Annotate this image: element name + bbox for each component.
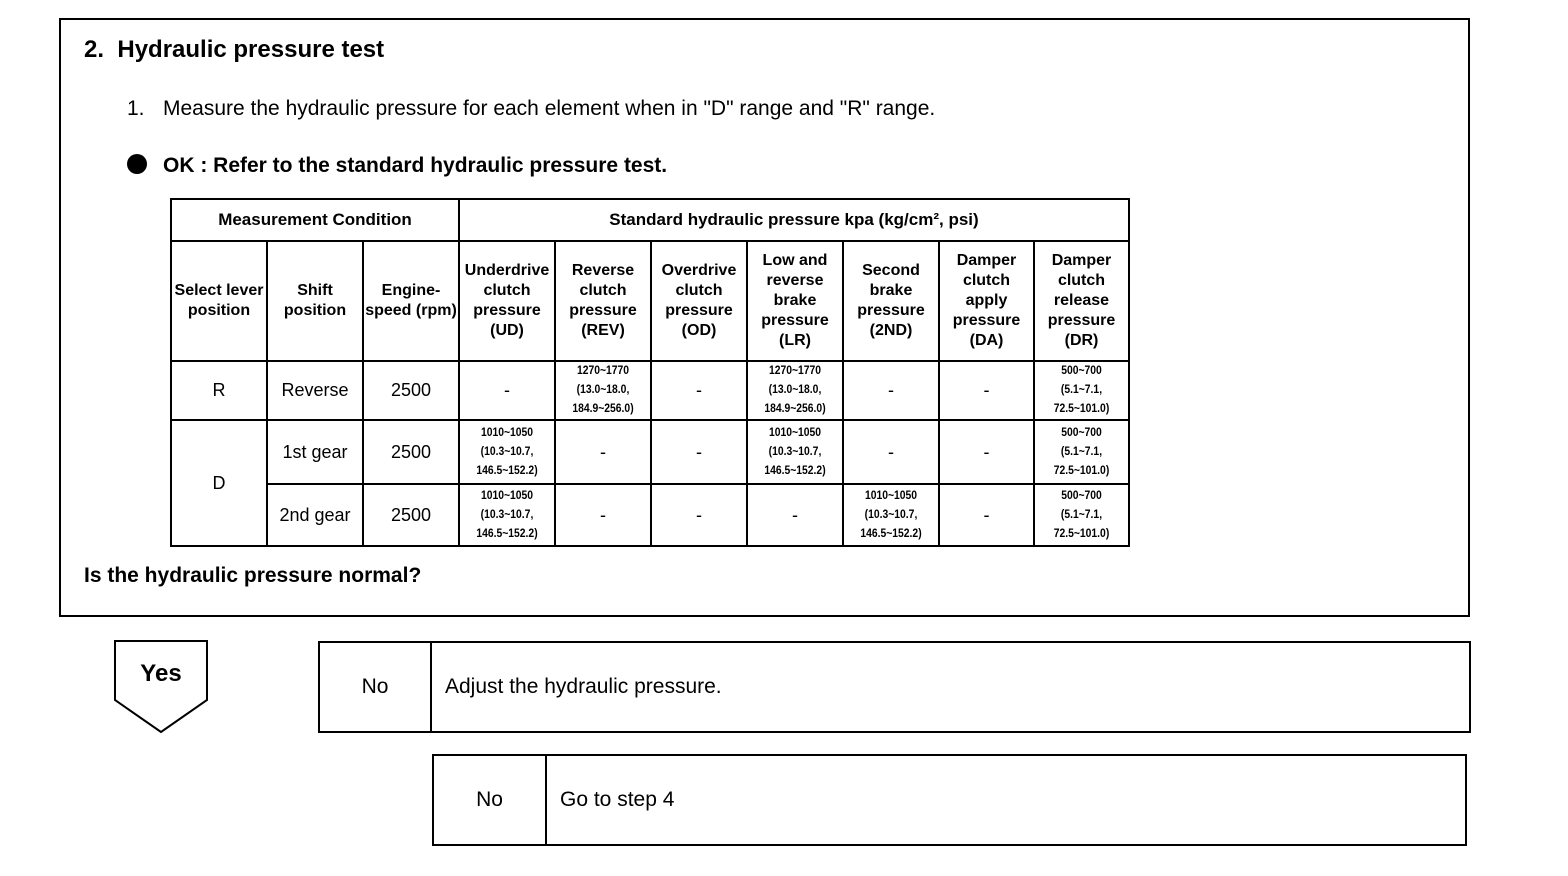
ok-note	[127, 154, 667, 178]
od-cell: -	[651, 361, 747, 420]
ud-cell: 1010~1050 (10.3~10.7, 146.5~152.2)	[476, 489, 538, 540]
ud-cell: 1010~1050 (10.3~10.7, 146.5~152.2)	[476, 426, 538, 477]
rev-cell: -	[555, 420, 651, 484]
table-row	[171, 484, 1129, 546]
table-row	[171, 361, 1129, 420]
second-cell: -	[843, 420, 939, 484]
group-header-standard: Standard hydraulic pressure kpa (kg/cm², psi)	[459, 199, 1129, 241]
step-item	[127, 97, 935, 121]
shift-cell: Reverse	[267, 361, 363, 420]
ok-note-text: OK : Refer to the standard hydraulic pressure test.	[163, 154, 668, 177]
dr-cell: 500~700 (5.1~7.1, 72.5~101.0)	[1053, 365, 1110, 415]
section-number: 2.	[84, 36, 105, 63]
col-header-rpm: Engine- speed (rpm)	[363, 241, 459, 361]
section-heading	[84, 36, 384, 64]
od-cell: -	[651, 420, 747, 484]
od-cell: -	[651, 484, 747, 546]
da-cell: -	[939, 361, 1034, 420]
col-header-ud: Underdrive clutch pressure (UD)	[459, 241, 555, 361]
rpm-cell: 2500	[363, 484, 459, 546]
shift-cell: 1st gear	[267, 420, 363, 484]
rev-cell: -	[555, 484, 651, 546]
second-cell: 1010~1050 (10.3~10.7, 146.5~152.2)	[860, 489, 922, 540]
col-header-rev: Reverse clutch pressure (REV)	[555, 241, 651, 361]
shift-cell: 2nd gear	[267, 484, 363, 546]
lr-cell: 1270~1770 (13.0~18.0, 184.9~256.0)	[764, 365, 826, 415]
lr-cell: 1010~1050 (10.3~10.7, 146.5~152.2)	[764, 426, 826, 477]
ud-cell: -	[459, 361, 555, 420]
col-header-dr: Damper clutch release pressure (DR)	[1034, 241, 1129, 361]
second-cell: -	[843, 361, 939, 420]
section-title: Hydraulic pressure test	[117, 36, 385, 63]
col-header-2nd: Second brake pressure (2ND)	[843, 241, 939, 361]
no-action-text: Adjust the hydraulic pressure.	[445, 675, 722, 698]
step-number: 1.	[127, 97, 145, 120]
col-header-shift: Shift position	[267, 241, 363, 361]
group-header-condition: Measurement Condition	[171, 199, 459, 241]
col-header-od: Overdrive clutch pressure (OD)	[651, 241, 747, 361]
no-label: No	[434, 756, 547, 844]
pressure-spec-table	[170, 198, 1130, 547]
table-row	[171, 420, 1129, 484]
no-branch-goto[interactable]	[432, 754, 1467, 846]
no-action-text: Go to step 4	[560, 788, 675, 811]
no-branch-adjust[interactable]	[318, 641, 1471, 733]
col-header-lever: Select lever position	[171, 241, 267, 361]
no-label: No	[320, 643, 432, 731]
lever-cell: D	[171, 420, 267, 546]
da-cell: -	[939, 484, 1034, 546]
lr-cell: -	[747, 484, 843, 546]
step-text: Measure the hydraulic pressure for each element when in "D" range and "R" range.	[163, 97, 936, 120]
rpm-cell: 2500	[363, 420, 459, 484]
dr-cell: 500~700 (5.1~7.1, 72.5~101.0)	[1053, 489, 1110, 540]
da-cell: -	[939, 420, 1034, 484]
rev-cell: 1270~1770 (13.0~18.0, 184.9~256.0)	[572, 365, 634, 415]
col-header-lr: Low and reverse brake pressure (LR)	[747, 241, 843, 361]
question-text: Is the hydraulic pressure normal?	[84, 564, 422, 587]
yes-branch[interactable]	[114, 640, 208, 734]
yes-label: Yes	[140, 660, 182, 687]
bullet-icon	[127, 154, 147, 174]
rpm-cell: 2500	[363, 361, 459, 420]
lever-cell: R	[171, 361, 267, 420]
dr-cell: 500~700 (5.1~7.1, 72.5~101.0)	[1053, 426, 1110, 477]
col-header-da: Damper clutch apply pressure (DA)	[939, 241, 1034, 361]
